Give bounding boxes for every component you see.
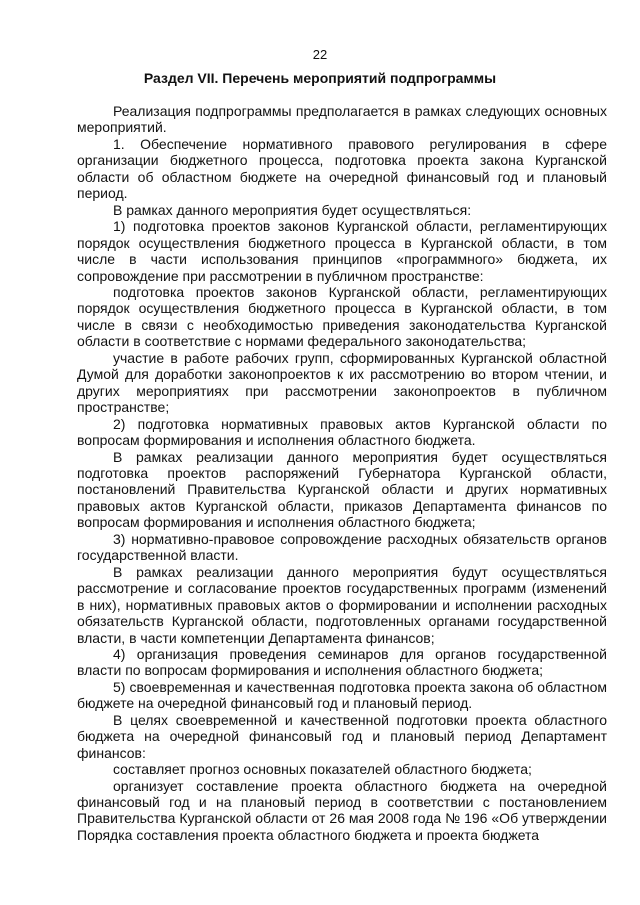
paragraph: Реализация подпрограммы предполагается в рамках следующих основных мероприятий. bbox=[77, 103, 607, 136]
paragraph: участие в работе рабочих групп, сформированных Курганской областной Думой для доработки законопроектов к их рассмотрению во втором чтении, и других мероприятиях при рассмотрении законопроектов в публичном пространстве; bbox=[77, 349, 607, 416]
paragraph: 1. Обеспечение нормативного правового регулирования в сфере организации бюджетного процесса, подготовка проекта закона Курганской области об областном бюджете на очередной финансовый год и плановый период. bbox=[77, 135, 607, 202]
paragraph: В целях своевременной и качественной подготовки проекта областного бюджета на очередной финансовый год и плановый период Департамент финансов: bbox=[77, 711, 607, 761]
paragraph: 3) нормативно-правовое сопровождение расходных обязательств органов государственной власти. bbox=[77, 530, 607, 564]
paragraph: В рамках реализации данного мероприятия будет осуществляться подготовка проектов распоряжений Губернатора Курганской области, постановлений Правительства Курганской области и других нормативных правовых актов Курганской области, приказов Департамента финансов по вопросам формирования и исполнения областного бюджета; bbox=[77, 448, 607, 531]
paragraph: организует составление проекта областного бюджета на очередной финансовый год и на плановый период в соответствии с постановлением Правительства Курганской области от 26 мая 2008 года № 196 «Об утверждении Порядка составления проекта областного бюджета и проекта бюджета bbox=[77, 777, 607, 843]
paragraph: составляет прогноз основных показателей областного бюджета; bbox=[113, 761, 532, 778]
page-number: 22 bbox=[312, 47, 328, 62]
paragraph: 2) подготовка нормативных правовых актов Курганской области по вопросам формирования и исполнения областного бюджета. bbox=[77, 415, 607, 449]
paragraph: подготовка проектов законов Курганской области, регламентирующих порядок осуществления бюджетного процесса в Курганской области, в том числе в связи с необходимостью приведения законодательства Курганской области в соответствие с нормами федерального законодательства; bbox=[77, 283, 607, 350]
paragraph: 1) подготовка проектов законов Курганской области, регламентирующих порядок осуществления бюджетного процесса в Курганской области, в том числе в части использования принципов «программного» бюджета, их сопровождение при рассмотрении в публичном пространстве: bbox=[77, 218, 607, 284]
paragraph: 4) организация проведения семинаров для органов государственной власти по вопросам формирования и исполнения областного бюджета; bbox=[77, 645, 607, 679]
paragraph: В рамках данного мероприятия будет осуществляться: bbox=[113, 201, 472, 218]
section-title: Раздел VII. Перечень мероприятий подпрограммы bbox=[143, 70, 497, 86]
body-text bbox=[77, 103, 607, 843]
paragraph: 5) своевременная и качественная подготовка проекта закона об областном бюджете на очередной финансовый год и плановый период. bbox=[77, 678, 607, 712]
paragraph: В рамках реализации данного мероприятия будут осуществляться рассмотрение и согласование проектов государственных программ (изменений в них), нормативных правовых актов о формировании и исполнении расходных обязательств Курганской области, подготовленных органами государственной власти, в части компетенции Департамента финансов; bbox=[77, 563, 607, 646]
